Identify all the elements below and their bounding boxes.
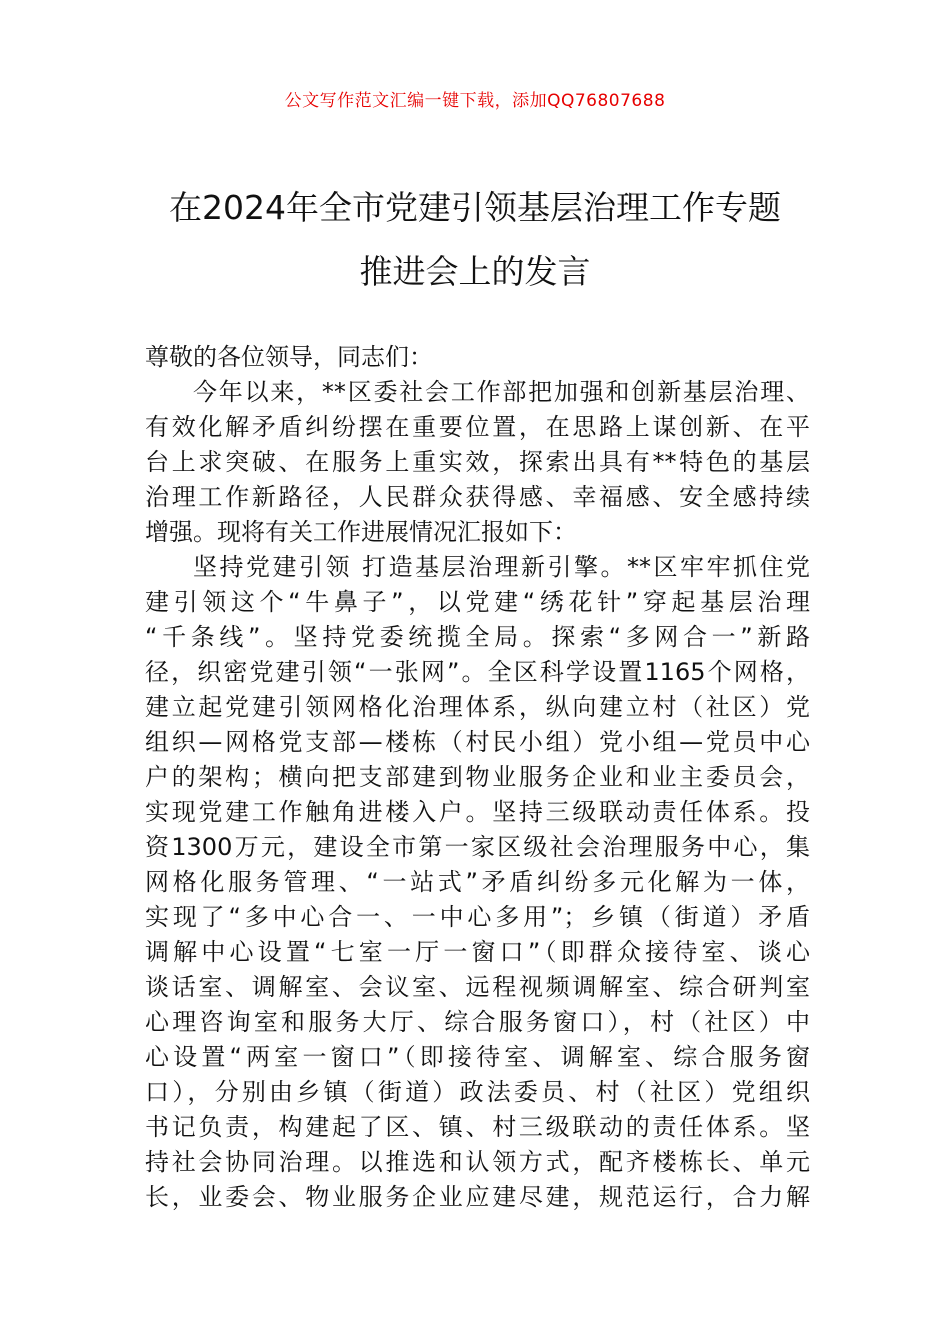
document-title [0, 176, 950, 304]
paragraph-line: 坚持党建引领 打造基层治理新引擎。**区牢牢抓住党 [193, 553, 810, 581]
paragraph-line: 实现了“多中心合一、一中心多用”；乡镇（街道）矛盾 [145, 903, 810, 931]
title-line-2: 推进会上的发言 [359, 252, 591, 291]
title-line-1: 在2024年全市党建引领基层治理工作专题 [169, 188, 781, 227]
salutation: 尊敬的各位领导，同志们： [145, 343, 433, 371]
paragraph-line: 口），分别由乡镇（街道）政法委员、村（社区）党组织 [145, 1078, 810, 1106]
paragraph-line: 实现党建工作触角进楼入户。坚持三级联动责任体系。投 [145, 798, 810, 826]
paragraph-line: 资1300万元，建设全市第一家区级社会治理服务中心，集 [145, 833, 810, 861]
paragraph-line: 户的架构；横向把支部建到物业服务企业和业主委员会， [145, 763, 810, 791]
paragraph-line: 长，业委会、物业服务企业应建尽建，规范运行，合力解 [145, 1183, 810, 1211]
paragraph-line: 今年以来，**区委社会工作部把加强和创新基层治理、 [193, 378, 810, 406]
paragraph-line: 有效化解矛盾纠纷摆在重要位置，在思路上谋创新、在平 [145, 413, 810, 441]
paragraph-line: 径，织密党建引领“一张网”。全区科学设置1165个网格， [145, 658, 810, 686]
body-text [145, 375, 810, 1215]
paragraph-line: 建立起党建引领网格化治理体系，纵向建立村（社区）党 [145, 693, 810, 721]
paragraph-line: 建引领这个“牛鼻子”，以党建“绣花针”穿起基层治理 [145, 588, 810, 616]
paragraph-line: 网格化服务管理、“一站式”矛盾纠纷多元化解为一体， [145, 868, 810, 896]
paragraph-line: “千条线”。坚持党委统揽全局。探索“多网合一”新路 [145, 623, 810, 651]
paragraph-line: 持社会协同治理。以推选和认领方式，配齐楼栋长、单元 [145, 1148, 810, 1176]
paragraph-line: 增强。现将有关工作进展情况汇报如下： [145, 518, 577, 546]
paragraph-line: 组织—网格党支部—楼栋（村民小组）党小组—党员中心 [145, 728, 810, 756]
paragraph-line: 心设置“两室一窗口”（即接待室、调解室、综合服务窗 [145, 1043, 810, 1071]
paragraph-line: 治理工作新路径，人民群众获得感、幸福感、安全感持续 [145, 483, 810, 511]
paragraph-line: 谈话室、调解室、会议室、远程视频调解室、综合研判室 [145, 973, 810, 1001]
paragraph-line: 调解中心设置“七室一厅一窗口”（即群众接待室、谈心 [145, 938, 810, 966]
paragraph-line: 台上求突破、在服务上重实效，探索出具有**特色的基层 [145, 448, 810, 476]
paragraph-line: 心理咨询室和服务大厅、综合服务窗口），村（社区）中 [145, 1008, 810, 1036]
paragraph-line: 书记负责，构建起了区、镇、村三级联动的责任体系。坚 [145, 1113, 810, 1141]
download-banner: 公文写作范文汇编一键下载，添加QQ76807688 [284, 91, 666, 111]
